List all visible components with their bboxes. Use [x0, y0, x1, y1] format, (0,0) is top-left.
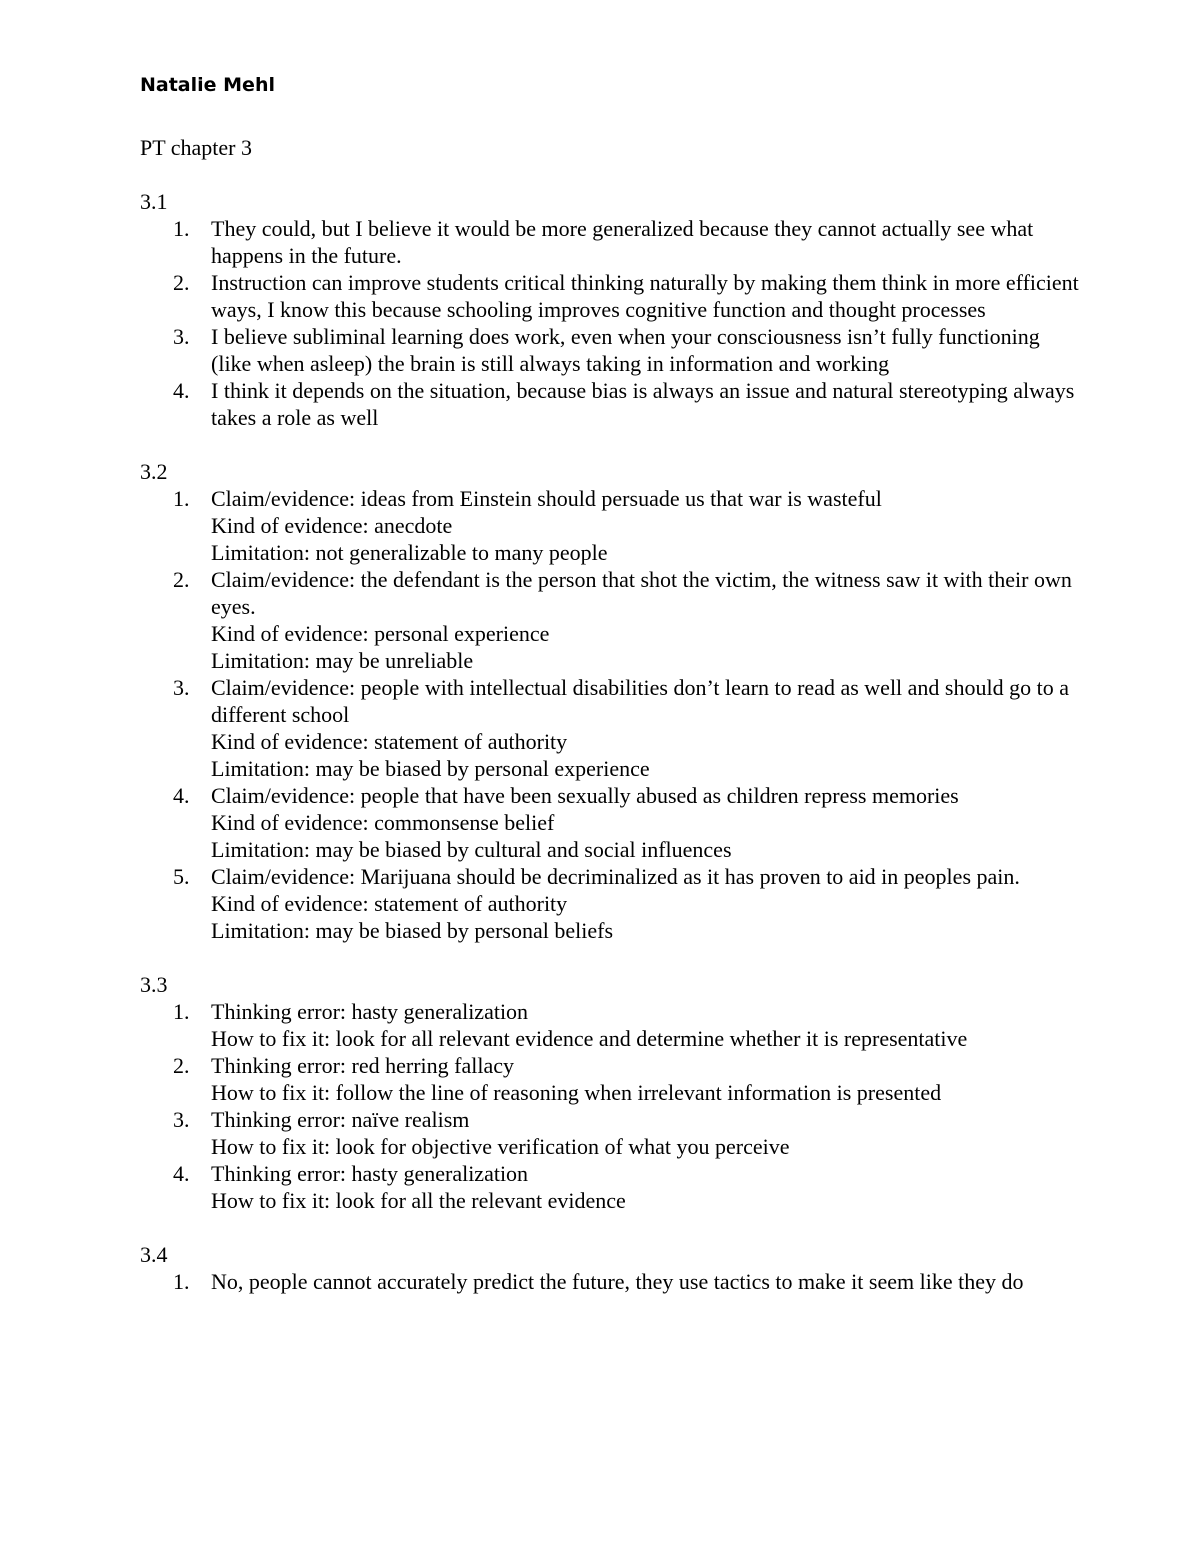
list-item-text: Kind of evidence: statement of authority [211, 891, 568, 916]
list-item [140, 269, 1080, 323]
section-3-3 [140, 971, 1080, 1214]
list-item-number: 1. [173, 216, 190, 241]
list-item [140, 485, 1080, 566]
list-item-number: 2. [173, 1053, 190, 1078]
list-item [140, 863, 1080, 944]
answer-list [140, 1268, 1080, 1295]
list-item-text: Claim/evidence: Marijuana should be decriminalized as it has proven to aid in peoples pain. [211, 864, 1020, 889]
list-item-text: Kind of evidence: personal experience [211, 621, 550, 646]
list-item-text: Claim/evidence: people that have been sexually abused as children repress memories [211, 783, 959, 808]
list-item-text: Kind of evidence: statement of authority [211, 729, 568, 754]
list-item-text: Claim/evidence: ideas from Einstein should persuade us that war is wasteful [211, 486, 882, 511]
section-heading: 3.4 [140, 1242, 168, 1267]
list-item [140, 215, 1080, 269]
list-item [140, 674, 1080, 782]
list-item [140, 782, 1080, 863]
section-3-1 [140, 188, 1080, 431]
list-item-number: 1. [173, 1269, 190, 1294]
sections-container [140, 188, 1080, 1295]
list-item-number: 3. [173, 675, 190, 700]
list-item-number: 4. [173, 1161, 190, 1186]
section-heading: 3.2 [140, 459, 168, 484]
list-item-number: 1. [173, 999, 190, 1024]
list-item-text: Limitation: may be biased by personal experience [211, 756, 650, 781]
answer-list [140, 485, 1080, 944]
list-item-text: Limitation: not generalizable to many people [211, 540, 608, 565]
list-item-number: 2. [173, 270, 190, 295]
list-item-text: Claim/evidence: people with intellectual disabilities don’t learn to read as well and should go to a different school [211, 675, 1069, 727]
list-item-number: 3. [173, 324, 190, 349]
list-item-text: I believe subliminal learning does work, even when your consciousness isn’t fully functioning (like when asleep) the brain is still always taking in information and working [211, 324, 1040, 376]
section-3-2 [140, 458, 1080, 944]
list-item-text: How to fix it: look for all the relevant evidence [211, 1188, 626, 1213]
list-item-text: Kind of evidence: anecdote [211, 513, 453, 538]
list-item [140, 1106, 1080, 1160]
list-item-text: How to fix it: look for all relevant evidence and determine whether it is representative [211, 1026, 968, 1051]
list-item-text: Instruction can improve students critical thinking naturally by making them think in more efficient ways, I know this because schooling improves cognitive function and thought processes [211, 270, 1079, 322]
answer-list [140, 215, 1080, 431]
answer-list [140, 998, 1080, 1214]
list-item-text: How to fix it: follow the line of reasoning when irrelevant information is presented [211, 1080, 942, 1105]
list-item-text: Limitation: may be biased by cultural and social influences [211, 837, 732, 862]
list-item-text: Thinking error: naïve realism [211, 1107, 470, 1132]
list-item-text: I think it depends on the situation, because bias is always an issue and natural stereotyping always takes a role as well [211, 378, 1075, 430]
list-item-text: Thinking error: red herring fallacy [211, 1053, 514, 1078]
list-item-text: They could, but I believe it would be more generalized because they cannot actually see what happens in the future. [211, 216, 1034, 268]
section-heading: 3.3 [140, 972, 168, 997]
list-item-text: Thinking error: hasty generalization [211, 999, 529, 1024]
author-name: Natalie Mehl [140, 74, 275, 96]
list-item [140, 998, 1080, 1052]
list-item-number: 5. [173, 864, 190, 889]
list-item-text: Limitation: may be biased by personal beliefs [211, 918, 614, 943]
list-item-number: 3. [173, 1107, 190, 1132]
document-page [140, 70, 1080, 1322]
list-item-text: Kind of evidence: commonsense belief [211, 810, 555, 835]
list-item-number: 2. [173, 567, 190, 592]
list-item [140, 1160, 1080, 1214]
list-item-number: 1. [173, 486, 190, 511]
list-item-text: Thinking error: hasty generalization [211, 1161, 529, 1186]
list-item-text: Claim/evidence: the defendant is the person that shot the victim, the witness saw it with their own eyes. [211, 567, 1072, 619]
list-item [140, 566, 1080, 674]
document-title: PT chapter 3 [140, 135, 253, 160]
list-item-number: 4. [173, 783, 190, 808]
list-item-text: How to fix it: look for objective verification of what you perceive [211, 1134, 790, 1159]
list-item [140, 377, 1080, 431]
list-item-text: No, people cannot accurately predict the future, they use tactics to make it seem like they do [211, 1269, 1024, 1294]
list-item-text: Limitation: may be unreliable [211, 648, 474, 673]
list-item-number: 4. [173, 378, 190, 403]
list-item [140, 323, 1080, 377]
list-item [140, 1052, 1080, 1106]
list-item [140, 1268, 1080, 1295]
section-heading: 3.1 [140, 189, 168, 214]
section-3-4 [140, 1241, 1080, 1295]
